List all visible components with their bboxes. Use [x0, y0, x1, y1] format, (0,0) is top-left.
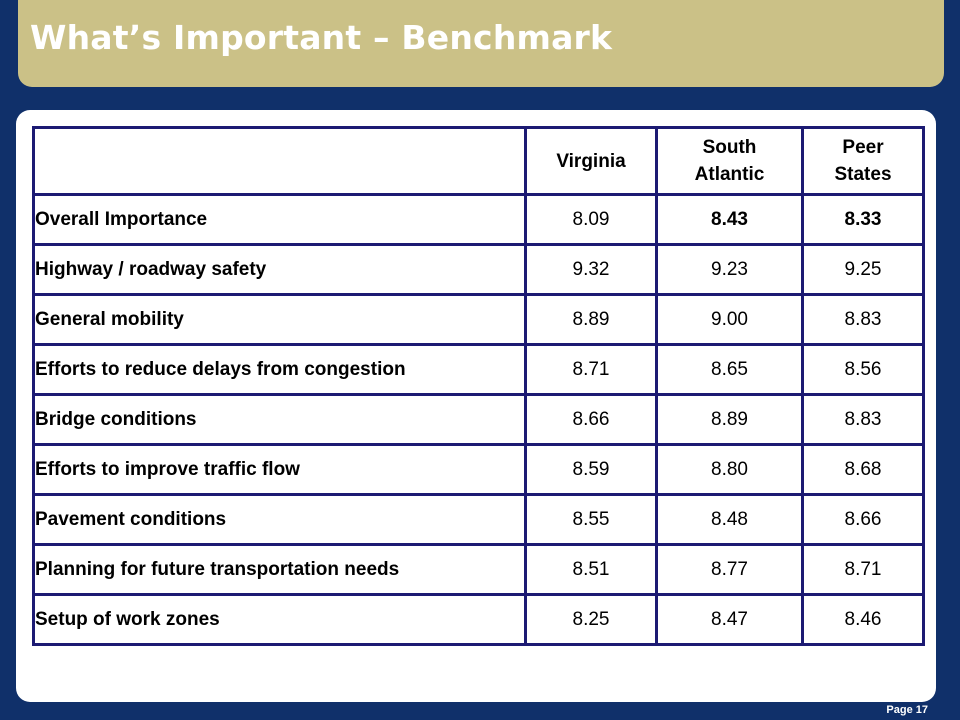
cell-virginia: 8.25 — [526, 595, 657, 645]
cell-south-atlantic: 8.77 — [657, 545, 803, 595]
cell-virginia: 8.89 — [526, 295, 657, 345]
row-label: General mobility — [34, 295, 526, 345]
cell-virginia: 9.32 — [526, 245, 657, 295]
cell-virginia: 8.09 — [526, 195, 657, 245]
row-label: Overall Importance — [34, 195, 526, 245]
table-row — [34, 545, 924, 595]
cell-peer-states: 8.56 — [803, 345, 924, 395]
cell-south-atlantic: 8.47 — [657, 595, 803, 645]
cell-peer-states: 8.68 — [803, 445, 924, 495]
cell-south-atlantic: 8.80 — [657, 445, 803, 495]
cell-south-atlantic: 8.89 — [657, 395, 803, 445]
cell-virginia: 8.66 — [526, 395, 657, 445]
cell-south-atlantic: 9.00 — [657, 295, 803, 345]
cell-virginia: 8.71 — [526, 345, 657, 395]
cell-peer-states: 8.83 — [803, 295, 924, 345]
row-label: Highway / roadway safety — [34, 245, 526, 295]
cell-peer-states: 8.66 — [803, 495, 924, 545]
cell-virginia: 8.55 — [526, 495, 657, 545]
row-label: Bridge conditions — [34, 395, 526, 445]
table-row — [34, 295, 924, 345]
header-virginia: Virginia — [526, 128, 657, 195]
cell-peer-states: 8.33 — [803, 195, 924, 245]
title-bar — [18, 0, 944, 87]
header-peer-states — [803, 128, 924, 195]
cell-peer-states: 9.25 — [803, 245, 924, 295]
table-header-row — [34, 128, 924, 195]
cell-south-atlantic: 8.43 — [657, 195, 803, 245]
table-row — [34, 245, 924, 295]
table-row — [34, 495, 924, 545]
cell-peer-states: 8.71 — [803, 545, 924, 595]
cell-virginia: 8.51 — [526, 545, 657, 595]
content-panel — [16, 110, 936, 702]
row-label: Efforts to improve traffic flow — [34, 445, 526, 495]
cell-peer-states: 8.83 — [803, 395, 924, 445]
cell-peer-states: 8.46 — [803, 595, 924, 645]
table-row — [34, 195, 924, 245]
table-row — [34, 595, 924, 645]
table-row — [34, 395, 924, 445]
slide-title: What’s Important – Benchmark — [30, 18, 613, 57]
header-south-atlantic — [657, 128, 803, 195]
row-label: Planning for future transportation needs — [34, 545, 526, 595]
cell-south-atlantic: 8.65 — [657, 345, 803, 395]
row-label: Setup of work zones — [34, 595, 526, 645]
header-south-atlantic-text: South Atlantic — [694, 137, 765, 185]
table-row — [34, 345, 924, 395]
row-label: Efforts to reduce delays from congestion — [34, 345, 526, 395]
row-label: Pavement conditions — [34, 495, 526, 545]
cell-south-atlantic: 9.23 — [657, 245, 803, 295]
header-peer-states-text: Peer States — [834, 137, 892, 185]
header-cell-blank — [34, 128, 526, 195]
page-number: Page 17 — [886, 704, 928, 716]
cell-south-atlantic: 8.48 — [657, 495, 803, 545]
cell-virginia: 8.59 — [526, 445, 657, 495]
table-row — [34, 445, 924, 495]
benchmark-table — [32, 126, 925, 646]
